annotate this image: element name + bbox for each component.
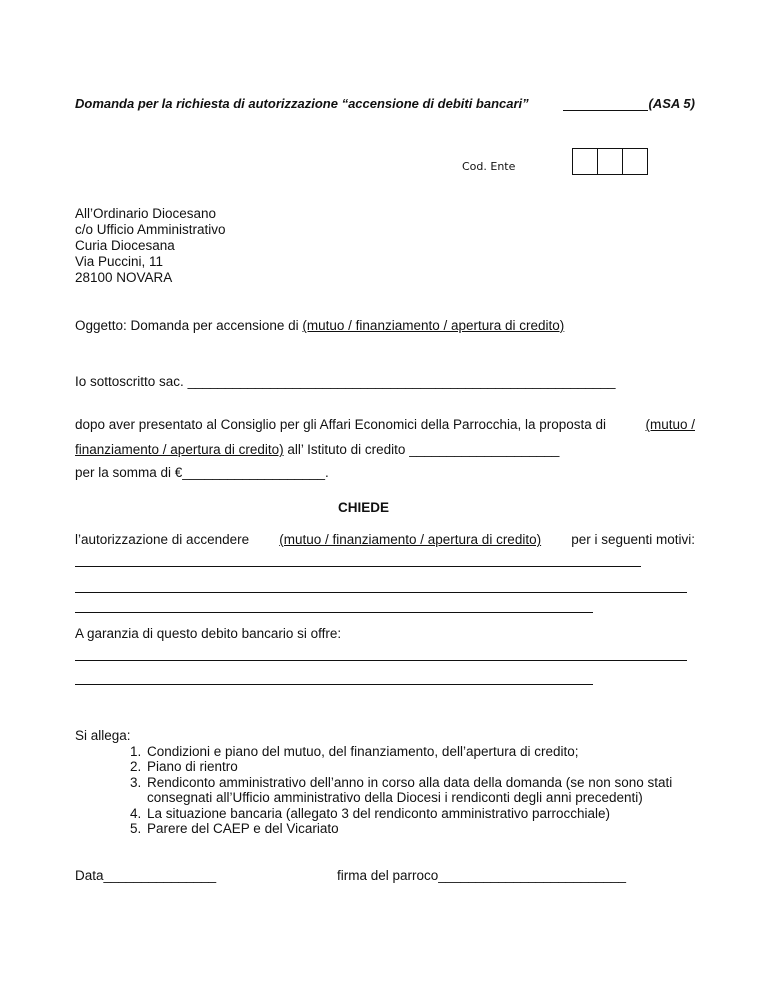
address-line: c/o Ufficio Amministrativo [75, 222, 226, 237]
body-text-2: all’ Istituto di credito [287, 442, 406, 457]
address-line: Via Puccini, 11 [75, 254, 164, 269]
cod-ente-box-1[interactable] [573, 149, 598, 174]
chiede-heading: CHIEDE [338, 500, 390, 515]
motivi-line-2[interactable] [75, 592, 687, 593]
list-item: 2. Piano di rientro [145, 759, 699, 775]
body-line-1 [75, 417, 695, 432]
body-text-1: dopo aver presentato al Consiglio per gli Affari Economici della Parrocchia, la proposta di [75, 417, 607, 432]
autorizzazione-options: (mutuo / finanziamento / apertura di credito) [279, 532, 542, 547]
motivi-line-3[interactable] [75, 612, 593, 613]
motivi-line-1[interactable] [75, 566, 641, 567]
cod-ente-boxes[interactable] [572, 148, 648, 175]
sottoscritto-blank[interactable]: _________________________________________________________ [187, 374, 616, 389]
body-text-3: per la somma di € [75, 465, 183, 480]
title-underline-fill [563, 110, 648, 111]
oggetto-options: (mutuo / finanziamento / apertura di credito) [302, 318, 565, 333]
document-title: Domanda per la richiesta di autorizzazione “accensione di debiti bancari” [75, 96, 529, 111]
firma-field [337, 868, 626, 883]
sottoscritto-line [75, 374, 616, 389]
recipient-address [75, 206, 226, 286]
autorizzazione-suffix: per i seguenti motivi: [571, 532, 695, 547]
firma-label: firma del parroco [337, 868, 439, 883]
istituto-blank[interactable]: ____________________ [409, 442, 560, 457]
garanzia-line-2[interactable] [75, 684, 593, 685]
cod-ente-box-2[interactable] [598, 149, 623, 174]
oggetto-prefix: Oggetto: Domanda per accensione di [75, 318, 299, 333]
firma-blank[interactable]: _________________________ [438, 868, 626, 883]
data-field [75, 868, 216, 883]
sottoscritto-label: Io sottoscritto sac. [75, 374, 184, 389]
body-options-2: finanziamento / apertura di credito) [75, 442, 284, 457]
list-item: 5. Parere del CAEP e del Vicariato [145, 821, 699, 837]
autorizzazione-prefix: l’autorizzazione di accendere [75, 532, 250, 547]
form-code: (ASA 5) [648, 96, 695, 111]
list-item: 3. Rendiconto amministrativo dell’anno in corso alla data della domanda (se non sono stati consegnati all’Ufficio amministrativo della Diocesi i rendiconti degli anni precedenti) [145, 775, 699, 806]
document-title-row [75, 96, 695, 114]
body-line-3 [75, 465, 329, 480]
list-item: 1. Condizioni e piano del mutuo, del finanziamento, dell’apertura di credito; [145, 744, 699, 760]
autorizzazione-line [75, 532, 695, 547]
oggetto-line [75, 318, 564, 333]
data-label: Data [75, 868, 104, 883]
allegati-list [75, 744, 699, 837]
allegati-section [75, 728, 699, 837]
address-line: 28100 NOVARA [75, 270, 173, 285]
garanzia-line-1[interactable] [75, 660, 687, 661]
somma-blank[interactable]: ___________________. [182, 465, 329, 480]
address-line: Curia Diocesana [75, 238, 175, 253]
garanzia-label: A garanzia di questo debito bancario si offre: [75, 626, 342, 641]
list-item: 4. La situazione bancaria (allegato 3 del rendiconto amministrativo parrocchiale) [145, 806, 699, 822]
cod-ente-label: Cod. Ente [462, 160, 516, 173]
body-line-2 [75, 442, 559, 457]
cod-ente-box-3[interactable] [623, 149, 647, 174]
address-line: All’Ordinario Diocesano [75, 206, 217, 221]
data-blank[interactable]: _______________ [103, 868, 217, 883]
body-options-1: (mutuo / [645, 417, 695, 432]
allegati-label: Si allega: [75, 728, 131, 743]
